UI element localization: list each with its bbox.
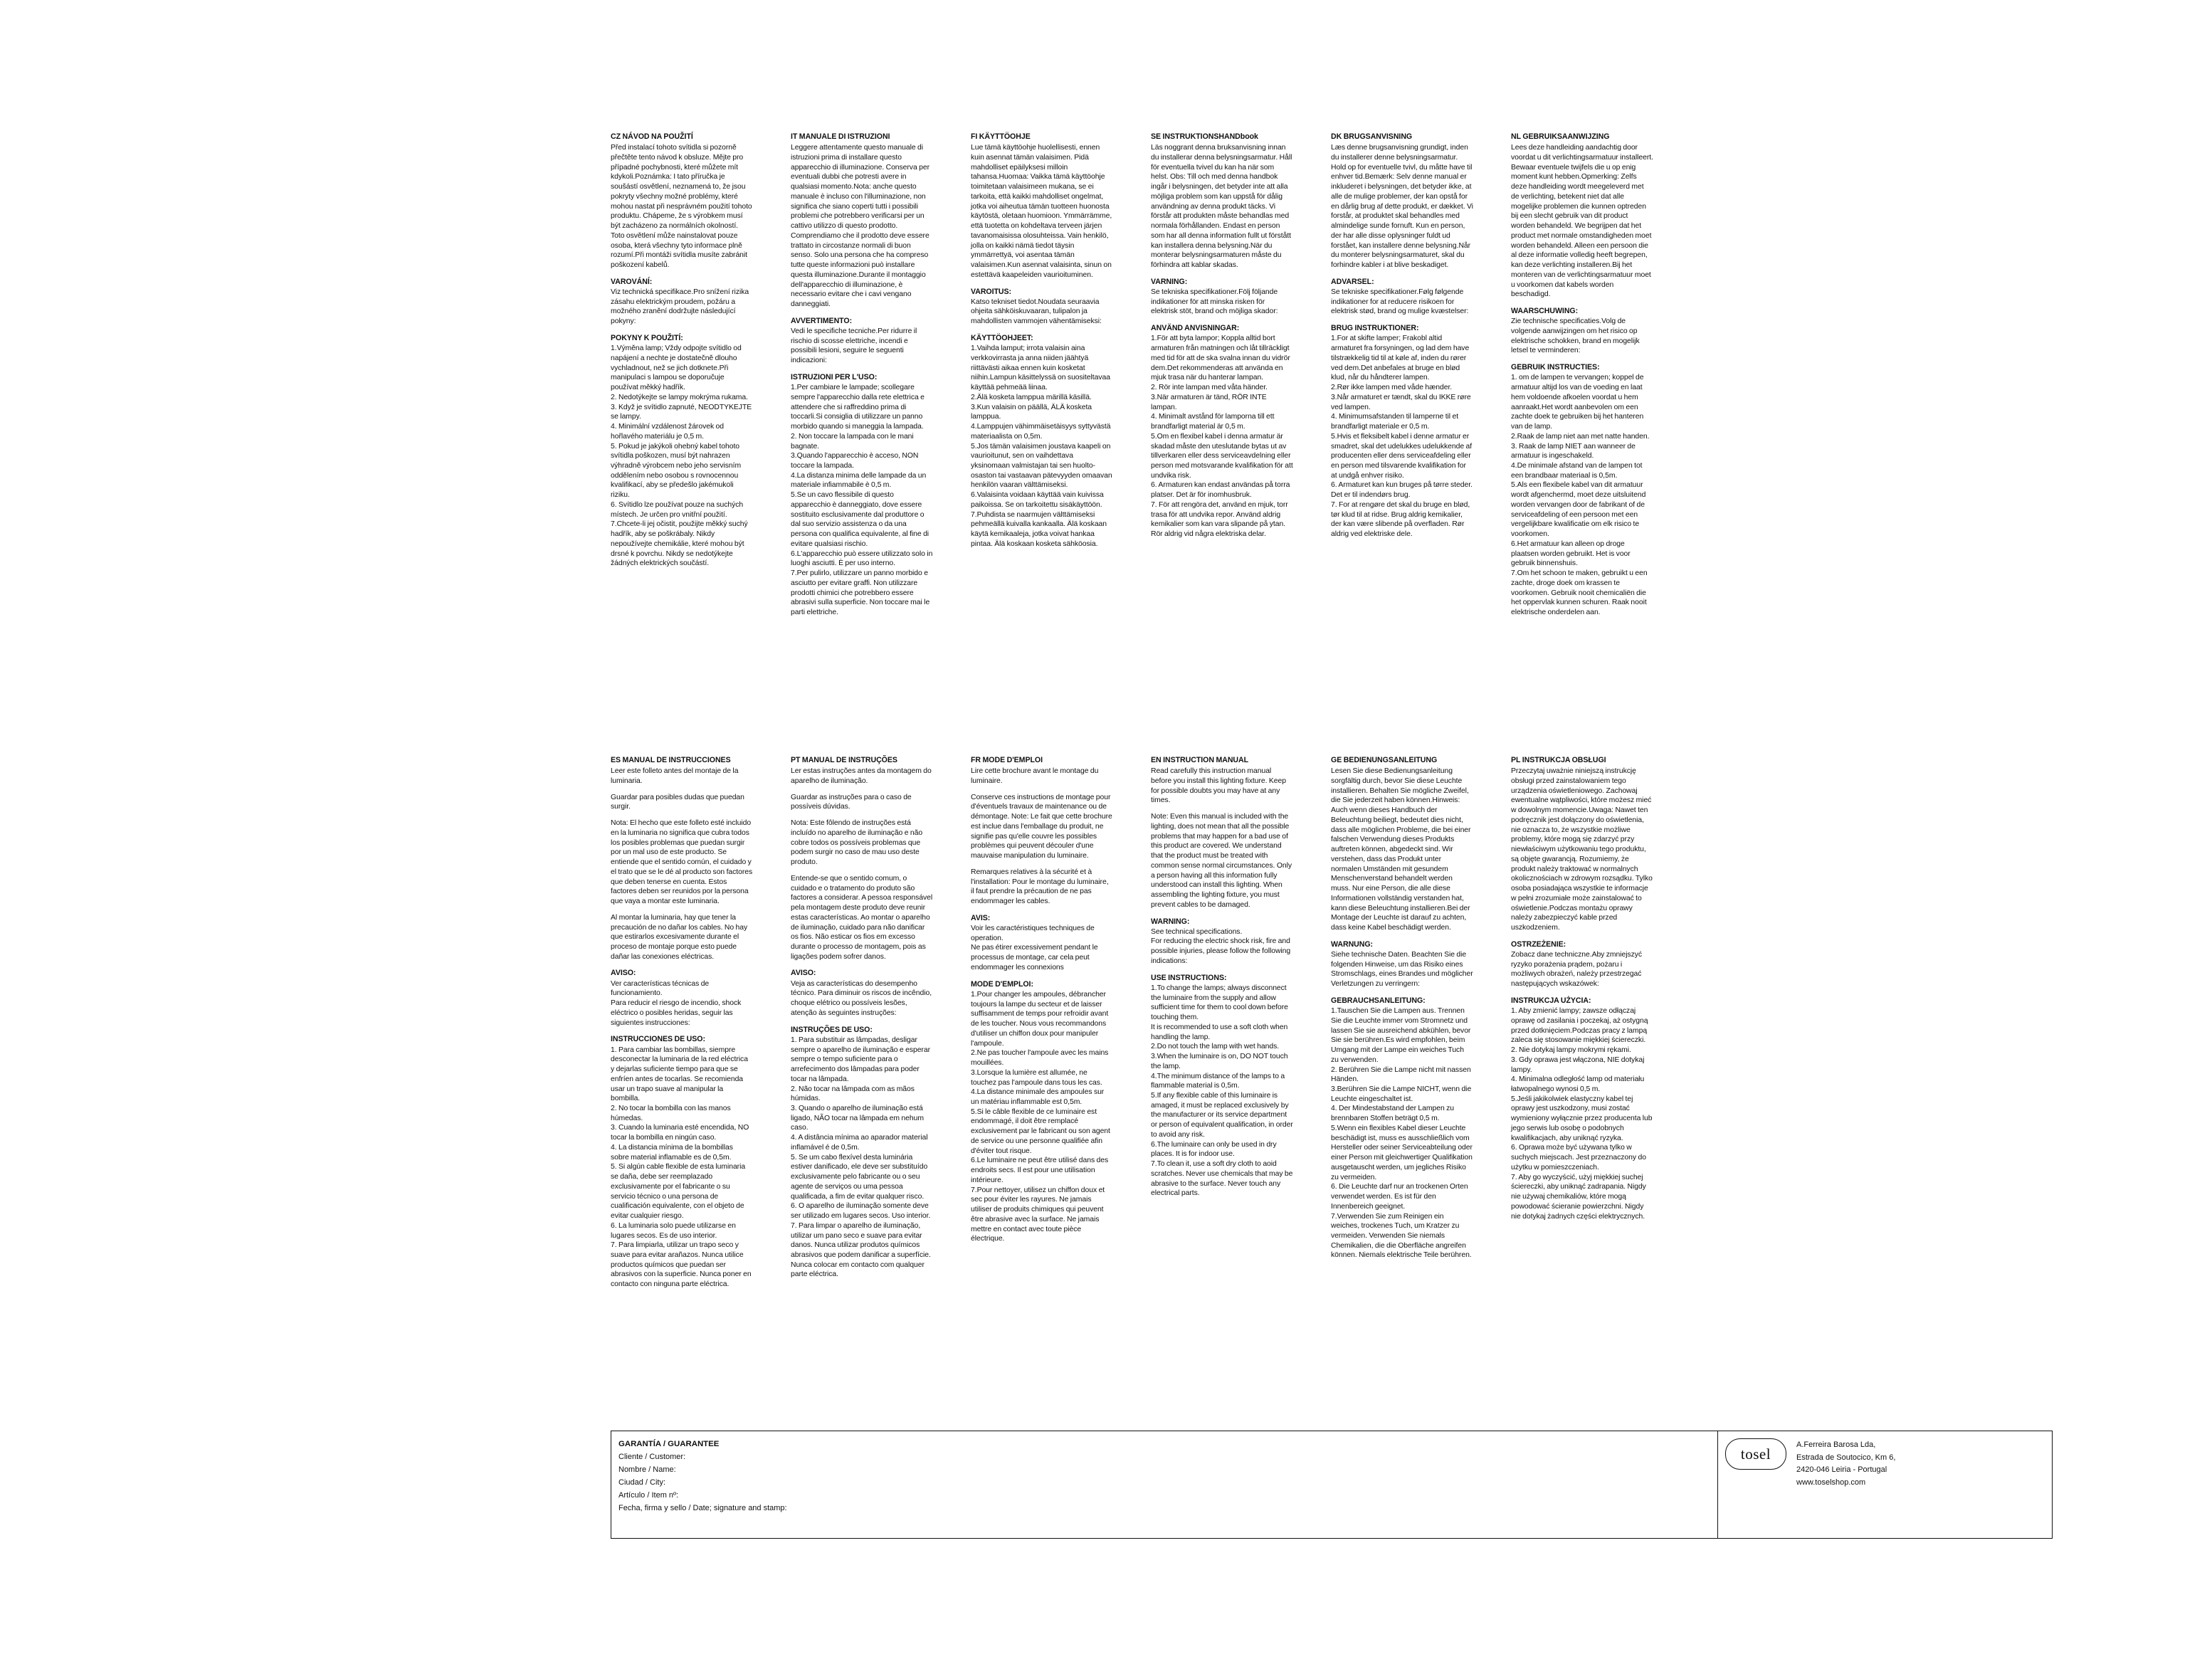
guarantee-field-customer: Cliente / Customer: — [618, 1453, 686, 1462]
section-line: 5. Si algún cable flexible de esta luminaria se daña, debe ser reemplazado exclusivamente por el fabricante o su servicio técnico o una persona de cualificación equivalente, con el objeto de evitar cualquier riesgo. — [611, 1163, 746, 1221]
intro-paragraph: Remarques relatives à la sécurité et à l'installation: Pour le montage du luminaire, il faut prendre la précaution de ne pas endommager les cables. — [971, 868, 1109, 906]
section-line: 7. För att rengöra det, använd en mjuk, torr trasa för att undvika repor. Använd aldrig kemikalier som kan vara slipande på ytan. Rör aldrig vid några elektriska delar. — [1151, 500, 1288, 539]
section-heading: WARNING: — [1151, 917, 1190, 926]
section-line: 5. Se um cabo flexível desta luminária estiver danificado, ele deve ser substituído exclusivamente pelo fabricante ou o seu agente de serviços ou uma pessoa qualificada, a fim de evitar qualquer risco. — [791, 1153, 928, 1201]
section-line: 6.Het armatuur kan alleen op droge plaatsen worden gebruikt. Het is voor gebruik binnenshuis. — [1511, 539, 1631, 568]
section-line: 6.Le luminaire ne peut être utilisé dans des endroits secs. Il est pour une utilisation intérieure. — [971, 1157, 1109, 1184]
section-line: 3. Když je svítidlo zapnuté, NEODTYKEJTE se lampy. — [611, 403, 752, 421]
instructions-top-block — [611, 132, 2053, 618]
guarantee-heading: GARANTÍA / GUARANTEE — [618, 1440, 720, 1448]
section-line: 4. La distancia mínima de la bombillas sobre material inflamable es de 0,5m. — [611, 1143, 733, 1162]
section-line: 2. No tocar la bombilla con las manos húmedas. — [611, 1105, 731, 1122]
intro-paragraph: Nota: El hecho que este folleto esté incluido en la luminaria no significa que cubra todos los posibles problemas que puedan surgir por un mal uso de este producto. Se entiende que el sentido común, el cuidado y el trato que se le dé al producto son factores que deben tenerse en cuenta. Estos factores deben ser reunidos por la persona que vaya a montar este luminaria. — [611, 819, 753, 906]
section-line: 6. O aparelho de iluminação somente deve ser utilizado em lugares secos. Uso interior. — [791, 1202, 931, 1221]
section-heading: MODE D'EMPLOI: — [971, 979, 1033, 989]
section-line: 1.Výměna lamp; Vždy odpojte svítidlo od napájení a nechte je dostatečně dlouho vychladnout, než se jich dotknete.Při manipulaci s lampou se doporučuje používat měkký hadřík. — [611, 344, 742, 392]
section-heading: GEBRAUCHSANLEITUNG: — [1331, 996, 1426, 1005]
section-heading: VAROITUS: — [971, 287, 1012, 296]
company-city: 2420-046 Leiria - Portugal — [1796, 1465, 1887, 1475]
guarantee-box — [611, 1431, 2053, 1539]
section-line: Zobacz dane techniczne.Aby zmniejszyć ryzyko porażenia prądem, pożaru i możliwych obrażeń, należy przestrzegać następujących wskazówek: — [1511, 950, 1643, 989]
section-heading: BRUG INSTRUKTIONER: — [1331, 324, 1419, 333]
section-heading: AVIS: — [971, 913, 991, 922]
section-line: Voir les caractéristiques techniques de operation. — [971, 925, 1095, 942]
section-heading: ISTRUZIONI PER L'USO: — [791, 372, 878, 381]
language-column-title: PT MANUAL DE INSTRUÇÕES — [791, 756, 897, 764]
section-line: 2.Ne pas toucher l'ampoule avec les mains mouillées. — [971, 1049, 1109, 1068]
section-heading: USE INSTRUCTIONS: — [1151, 973, 1227, 982]
section-line: 4.Lamppujen vähimmäisetäisyys syttyvästä materiaalista on 0,5m. — [971, 423, 1111, 441]
language-column-title: PL INSTRUKCJA OBSŁUGI — [1511, 756, 1606, 764]
guarantee-fields — [611, 1431, 1717, 1538]
section-line: 5.If any flexible cable of this luminaire is amaged, it must be replaced exclusively by the manufacturer or its service department or person of equivalent qualification, in order to avoid any risk. — [1151, 1092, 1293, 1139]
tosel-logo: tosel — [1725, 1438, 1786, 1470]
section-line: 6. Armaturen kan endast användas på torra platser. Det är för inomhusbruk. — [1151, 481, 1290, 500]
intro-paragraph: Před instalací tohoto svítidla si pozorně přečtěte tento návod k obsluze. Mějte pro případné pochybnosti, které můžete mít kdykoli.Poznámka: I tato příručka je soušástí osvětlení, neznamená to, že jsou pokryty všechny možné problémy, které mohou nastat při nesprávném použití tohoto produktu. Chápeme, že s výrobkem musí být zacházeno za normálních okolností. Toto osvětlení může nainstalovat pouze osoba, která všechny tyto informace plně rozumí.Při montáži svítidla musíte zabránit poškození kabelů. — [611, 144, 752, 270]
section-line: 1.Pour changer les ampoules, débrancher toujours la lampe du secteur et de laisser suffisamment de temps pour refroidir avant de les toucher. Nous vous recommandons d'utiliser un chiffon doux pour manipuler l'ampoule. — [971, 990, 1109, 1048]
section-line: 7. Aby go wyczyścić, użyj miękkiej suchej ściereczki, aby uniknąć zadrapania. Nigdy nie używaj chemikaliów, które mogą powodować ścieranie powierzchni. Nigdy nie dotykaj żadnych części elektrycznych. — [1511, 1173, 1646, 1221]
section-line: 1.For at skifte lamper; Frakobl altid armaturet fra forsyningen, og lad dem have tilstrækkelig tid til at køle af, inden du rører ved dem.Det anbefales at bruge en blød klud, når du håndterer lampen. — [1331, 335, 1470, 382]
section-heading: GEBRUIK INSTRUCTIES: — [1511, 363, 1600, 372]
section-line: 5. Pokud je jakýkoli ohebný kabel tohoto svítidla poškozen, musí být nahrazen výhradně výrobcem nebo jeho servisním oddělením nebo osobou s rovnocennou kvalifikací, aby se předešlo jakémukoli riziku. — [611, 442, 742, 500]
language-column-es — [611, 756, 753, 1290]
intro-paragraph: Read carefully this instruction manual before you install this lighting fixture. Keep for possible doubts you may have at any times. — [1151, 767, 1286, 805]
section-line: 4. A distância mínima ao aparador material inflamável é de 0,5m. — [791, 1134, 928, 1152]
section-line: Ne pas étirer excessivement pendant le processus de montage, car cela peut endommager les connexions — [971, 944, 1098, 971]
intro-paragraph: Lees deze handleiding aandachtig door voordat u dit verlichtingsarmatuur installeert. Bewaar eventuele twijfels die u op enig moment kunt hebben.Opmerking: Zelfs deze handleiding wordt meegeleverd met de verlichting, betekent niet dat alle mogelijke problemen die kunnen optreden bij een slecht gebruik van dit product worden behandeld. We begrijpen dat het product met normale omstandigheden moet worden behandeld. Alleen een persoon die al deze informatie volledig heeft begrepen, kan deze verlichting installeren.Bij het monteren van de verlichtingsarmatuur moet u voorkomen dat kabels worden beschadigd. — [1511, 144, 1653, 299]
section-heading: INSTRUKCJA UŻYCIA: — [1511, 996, 1591, 1005]
guarantee-field-item: Artículo / Item nº: — [618, 1490, 679, 1500]
section-line: 2. Nie dotykaj lampy mokrymi rękami. — [1511, 1046, 1631, 1055]
language-column-se — [1151, 132, 1293, 539]
section-line: 6.L'apparecchio può essere utilizzato solo in luoghi asciutti. È per uso interno. — [791, 549, 933, 568]
section-line: 3.När armaturen är tänd, RÖR INTE lampan. — [1151, 393, 1267, 411]
section-line: 1.Per cambiare le lampade; scollegare sempre l'apparecchio dalla rete elettrica e attendere che si raffreddino prima di toccarli.Si consiglia di utilizzare un panno morbido quando si maneggia la lampada. — [791, 384, 925, 431]
section-line: 2.Raak de lamp niet aan met natte handen. — [1511, 432, 1650, 441]
section-line: 1.To change the lamps; always disconnect the luminaire from the supply and allow sufficient time for them to cool down before touching them. — [1151, 984, 1288, 1022]
section-line: Katso tekniset tiedot.Noudata seuraavia ohjeita sähköiskuvaaran, tulipalon ja mahdollisten vammojen vähentämiseksi: — [971, 297, 1102, 326]
language-column-title: ES MANUAL DE INSTRUCCIONES — [611, 756, 731, 764]
section-line: 5.Als een flexibele kabel van dit armatuur wordt afgenchermd, moet deze uitsluitend worden vervangen door de fabrikant of de serviceafdeling of een persoon met een vergelijkbare kwalificatie om elk risico te voorkomen. — [1511, 481, 1646, 539]
language-column-en — [1151, 756, 1293, 1199]
section-line: 7.Puhdista se naarmujen välttämiseksi pehmeällä kuivalla kankaalla. Älä koskaan käytä kemikaaleja, jotka voivat hankaa pintaa. Älä koskaan kosketa sähköosia. — [971, 510, 1107, 548]
section-line: 4.De minimale afstand van de lampen tot een brandbaar materiaal is 0,5m. — [1511, 462, 1643, 480]
section-heading: VAROVÁNÍ: — [611, 277, 653, 286]
section-line: Viz technická specifikace.Pro snížení rizika zásahu elektrickým proudem, požáru a možného zranění dodržujte následující pokyny: — [611, 288, 749, 326]
language-column-title: IT MANUALE DI ISTRUZIONI — [791, 132, 890, 141]
section-line: 7.Om het schoon te maken, gebruikt u een zachte, droge doek om krassen te voorkomen. Gebruik nooit chemicaliën die het oppervlak kunnen schuren. Raak nooit elektrische onderdelen aan. — [1511, 569, 1648, 617]
section-line: 4.La distance minimale des ampoules sur un matériau inflammable est 0,5m. — [971, 1088, 1105, 1106]
section-line: Siehe technische Daten. Beachten Sie die folgenden Hinweise, um das Risiko eines Stromschlags, eines Brandes und möglicher Verletzungen zu verringern: — [1331, 950, 1473, 989]
section-line: 4. Minimalna odległość lamp od materiału łatwopalnego wynosi 0,5 m. — [1511, 1075, 1645, 1093]
section-line: 2.Rør ikke lampen med våde hænder. — [1331, 384, 1453, 392]
section-line: 1.Tauschen Sie die Lampen aus. Trennen Sie die Leuchte immer vom Stromnetz und lassen Sie sie ausreichend abkühlen, bevor Sie sie berühren.Es wird empfohlen, beim Umgang mit der Lampe ein weiches Tuch zu verwenden. — [1331, 1007, 1471, 1064]
section-line: 3. Gdy oprawa jest włączona, NIE dotykaj lampy. — [1511, 1055, 1645, 1074]
guarantee-field-city: Ciudad / City: — [618, 1478, 666, 1487]
section-line: 7.Per pulirlo, utilizzare un panno morbido e asciutto per evitare graffi. Non utilizzare prodotti chimici che potrebbero essere abrasivi sulla superficie. Non toccare mai le parti elettriche. — [791, 569, 930, 617]
intro-paragraph: Leggere attentamente questo manuale di istruzioni prima di installare questo apparecchio di illuminazione. Conserva per eventuali dubbi che potresti avere in qualsiasi momento.Nota: anche questo manuale è incluso con l'illuminazione, non significa che siano coperti tutti i possibili problemi che potrebbero verificarsi per un cattivo utilizzo di questo prodotto. Comprendiamo che il prodotto deve essere trattato in circostanze normali di buon senso. Solo una persona che ha compreso tutte queste informazioni può installare questa illuminazione.Durante il montaggio dell'apparecchio di illuminazione, è necessario evitare che i cavi vengano danneggiati. — [791, 144, 929, 308]
section-line: 5.Jeśli jakikolwiek elastyczny kabel tej oprawy jest uszkodzony, musi zostać wymieniony wyłącznie przez producenta lub jego serwis lub osobę o podobnych kwalifikacjach, aby uniknąć ryzyka. — [1511, 1095, 1653, 1142]
section-line: 2.Do not touch the lamp with wet hands. — [1151, 1043, 1280, 1051]
language-column-title: EN INSTRUCTION MANUAL — [1151, 756, 1249, 764]
company-block — [1717, 1431, 2052, 1538]
section-line: 5.Wenn ein flexibles Kabel dieser Leuchte beschädigt ist, muss es ausschließlich vom Hersteller oder seiner Serviceabteilung oder einer Person mit gleichwertiger Qualifikation ausgetauscht werden, um jegliches Risiko zu vermeiden. — [1331, 1124, 1473, 1181]
intro-paragraph: Nota: Este fôlendo de instruções está incluído no aparelho de iluminação e não cobre todos os possíveis problemas que podem surgir no caso de mau uso deste produto. — [791, 819, 923, 867]
language-column-title: FR MODE D'EMPLOI — [971, 756, 1043, 764]
section-line: 7.Chcete-li jej očistit, použijte měkký suchý hadřík, aby se poškrábaly. Nikdy nepoužívejte chemikálie, které mohou být drsné k povrchu. Nikdy se nedotýkejte žádných elektrických součástí. — [611, 520, 748, 568]
section-line: 3.When the luminaire is on, DO NOT touch the lamp. — [1151, 1053, 1288, 1070]
section-line: 7.Verwenden Sie zum Reinigen ein weiches, trockenes Tuch, um Kratzer zu vermeiden. Verwenden Sie niemals Chemikalien, die die Oberfläche angreifen können. Niemals elektrische Teile berühren. — [1331, 1212, 1472, 1260]
intro-paragraph: Læs denne brugsanvisning grundigt, inden du installerer denne belysningsarmatur. Hold op for eventuelle tvivl, du måtte have til enhver tid.Bemærk: Selv denne manual er inkluderet i belysningen, det betyder ikke, at alle de mulige problemer, der kan opstå for en dårlig brug af dette produkt, er dækket. Vi forstår, at produktet skal behandles med almindelige sunde fornuft. Kun en person, der har alle disse oplysninger fuldt ud forstået, kan installere denne belysning.Når du monterer belysningsarmaturet, skal du forhindre kabler i at blive beskadiget. — [1331, 144, 1473, 270]
language-column-fr — [971, 756, 1113, 1244]
section-line: 4. Minimumsafstanden til lamperne til et brandfarligt materiale er 0,5 m. — [1331, 413, 1459, 431]
company-street: Estrada de Soutocico, Km 6, — [1796, 1453, 1896, 1462]
section-line: 1. Para substituir as lâmpadas, desligar sempre o aparelho de iluminação e esperar sempre o tempo suficiente para o arrefecimento dos lâmpadas para poder tocar na lâmpada. — [791, 1036, 930, 1083]
intro-paragraph: Al montar la luminaria, hay que tener la precaución de no dañar los cables. No hay que estirarlos excesivamente durante el proceso de montaje porque esto puede dañar las conexiones eléctricas. — [611, 913, 748, 961]
section-heading: OSTRZEŻENIE: — [1511, 939, 1566, 949]
intro-paragraph: Note: Even this manual is included with the lighting, does not mean that all the possible problems that may happen for a bad use of this product are covered. We understand that the product must be treated with common sense normal circumstances. Only a person having all this information fully understood can install this lighting. When assembling the lighting fixture, you must prevent cables to be damaged. — [1151, 813, 1292, 909]
language-column-ge — [1331, 756, 1473, 1260]
section-line: 5.Jos tämän valaisimen joustava kaapeli on vaurioitunut, sen on vaihdettava yksinomaan valmistajan tai sen huolto-osaston tai vastaavan pätevyyden omaavan henkilön vaaran välttämiseksi. — [971, 442, 1112, 490]
section-line: It is recommended to use a soft cloth when handling the lamp. — [1151, 1023, 1288, 1041]
section-line: 2. Berühren Sie die Lampe nicht mit nassen Händen. — [1331, 1065, 1471, 1084]
section-line: 3. Raak de lamp NIET aan wanneer de armatuur is ingeschakeld. — [1511, 442, 1636, 460]
section-line: 3.Når armaturet er tændt, skal du IKKE røre ved lampen. — [1331, 393, 1471, 411]
section-line: 3. Cuando la luminaria esté encendida, NO tocar la bombilla en ningún caso. — [611, 1124, 749, 1142]
section-line: 3.Kun valaisin on päällä, ÄLÄ kosketa lamppua. — [971, 403, 1092, 421]
intro-paragraph: Entende-se que o sentido comum, o cuidado e o tratamento do produto são factores a considerar. A pessoa responsável pela montagem deste produto deve reunir estas características. Ao montar o aparelho de iluminação, cuidado para não danificar os fios. Não esticar os fios em excesso durante o processo de montagem, pois as ligações podem sofrer danos. — [791, 874, 933, 961]
section-line: 1. om de lampen te vervangen; koppel de armatuur altijd los van de voeding en laat hem voldoende afkoelen voordat u hem aanraakt.Het wordt aanbevolen om een zachte doek te gebruiken bij het hanteren van de lamp. — [1511, 374, 1644, 431]
language-column-it — [791, 132, 933, 618]
section-line: 7.To clean it, use a soft dry cloth to aoid scratches. Never use chemicals that may be abrasive to the surface. Never touch any electrical parts. — [1151, 1160, 1293, 1198]
section-line: 1. Para cambiar las bombillas, siempre desconectar la luminaria de la red eléctrica y dejarlas suficiente tiempo para que se enfríen antes de tocarlas. Se recomienda usar un trapo suave al manipular la bombilla. — [611, 1046, 748, 1103]
section-line: 5.Hvis et fleksibelt kabel i denne armatur er smadret, skal det udelukkes udelukkende af producenten eller dens serviceafdeling eller en person med tilsvarende kvalifikation for at undgå enhver risiko. — [1331, 432, 1473, 480]
section-line: Se tekniska specifikationer.Följ följande indikationer för att minska risken för elektrisk stöt, brand och möjliga skador: — [1151, 288, 1278, 316]
section-line: 1.För att byta lampor; Koppla alltid bort armaturen från matningen och låt tillräckligt med tid för att de ska svalna innan du vidrör dem.Det rekommenderas att använda en mjuk trasa när du hanterar lampan. — [1151, 335, 1290, 382]
section-line: See technical specifications. — [1151, 927, 1243, 936]
intro-paragraph: Lire cette brochure avant le montage du luminaire. — [971, 767, 1099, 785]
section-line: 6. Die Leuchte darf nur an trockenen Orten verwendet werden. Es ist für den Innenbereich geeignet. — [1331, 1183, 1468, 1211]
section-heading: INSTRUCCIONES DE USO: — [611, 1035, 705, 1044]
section-line: 3.Lorsque la lumière est allumée, ne touchez pas l'ampoule dans tous les cas. — [971, 1068, 1102, 1087]
language-column-dk — [1331, 132, 1473, 539]
section-line: 6. Armaturet kan kun bruges på tørre steder. Det er til indendørs brug. — [1331, 481, 1473, 500]
section-line: 4.The minimum distance of the lamps to a flammable material is 0,5m. — [1151, 1072, 1285, 1090]
section-line: 6.Valaisinta voidaan käyttää vain kuivissa paikoissa. Se on tarkoitettu sisäkäyttöön. — [971, 491, 1104, 509]
section-line: 7. For at rengøre det skal du bruge en blød, tør klud til at ridse. Brug aldrig kemikalier, der kan være slibende på overfladen. Rør aldrig ved elektriske dele. — [1331, 500, 1470, 539]
section-line: 1. Aby zmienić lampy; zawsze odłączaj oprawę od zasilania i poczekaj, aż ostygną przed dotknięciem.Podczas pracy z lampą zaleca się stosowanie miękkiej ściereczki. — [1511, 1007, 1648, 1045]
section-heading: POKYNY K POUŽITÍ: — [611, 333, 683, 342]
company-name: A.Ferreira Barosa Lda, — [1796, 1441, 1876, 1449]
company-website: www.toselshop.com — [1796, 1478, 1866, 1487]
section-line: 3. Quando o aparelho de iluminação está ligado, NÃO tocar na lâmpada em nehum caso. — [791, 1105, 924, 1132]
language-column-title: NL GEBRUIKSAANWIJZING — [1511, 132, 1610, 141]
section-heading: KÄYTTÖOHJEET: — [971, 333, 1033, 342]
section-line: 4. Minimalt avstånd för lamporna till ett brandfarligt material är 0,5 m. — [1151, 413, 1275, 431]
section-line: 4. Minimální vzdálenost žárovek od hořlavého materiálu je 0,5 m. — [611, 423, 724, 441]
section-heading: ADVARSEL: — [1331, 277, 1374, 286]
section-line: Zie technische specificaties.Volg de volgende aanwijzingen om het risico op elektrische schokken, brand en mogelijk letsel te verminderen: — [1511, 317, 1640, 355]
language-column-nl — [1511, 132, 1653, 618]
section-line: Vedi le specifiche tecniche.Per ridurre il rischio di scosse elettriche, incendi e possibili lesioni, seguire le seguenti indicazioni: — [791, 327, 917, 365]
section-line: 4.La distanza minima delle lampade da un materiale infiammabile è 0,5 m. — [791, 471, 927, 490]
section-line: Se tekniske specifikationer.Følg følgende indikationer for at reducere risikoen for elektrisk stød, brand og mulige kvæstelser: — [1331, 288, 1469, 316]
language-column-title: GE BEDIENUNGSANLEITUNG — [1331, 756, 1438, 764]
section-line: 5.Om en flexibel kabel i denna armatur är skadad måste den uteslutande bytas ut av tillverkaren eller dess serviceavdelning eller person med motsvarande kvalifikation för att undvika risk. — [1151, 432, 1293, 480]
section-line: 7. Para limpiarla, utilizar un trapo seco y suave para evitar arañazos. Nunca utilice productos químicos que puedan ser abrasivos con la superficie. Nunca poner en contacto con ninguna parte eléctrica. — [611, 1241, 752, 1289]
section-heading: INSTRUÇÕES DE USO: — [791, 1025, 873, 1034]
intro-paragraph: Guardar as instruções para o caso de possíveis dúvidas. — [791, 793, 912, 811]
language-column-pt — [791, 756, 933, 1280]
language-column-title: DK BRUGSANVISNING — [1331, 132, 1413, 141]
section-line: 2.Älä kosketa lamppua märillä käsillä. — [971, 393, 1092, 401]
language-column-fi — [971, 132, 1113, 549]
intro-paragraph: Conserve ces instructions de montage pour d'éventuels travaux de maintenance ou de démontage. Note: Le fait que cette brochure est inclue dans l'emballage du produit, ne signifie pas qu'elle couvre les possibles problèmes qui peuvent découler d'une mauvaise manipulation du luminaire. — [971, 793, 1112, 860]
section-line: Para reducir el riesgo de incendio, shock eléctrico o posibles heridas, seguir las siguientes instrucciones: — [611, 999, 742, 1027]
section-line: 6. La luminaria solo puede utilizarse en lugares secos. Es de uso interior. — [611, 1221, 736, 1240]
section-line: 7.Pour nettoyer, utilisez un chiffon doux et sec pour éviter les rayures. Ne jamais utiliser de produits chimiques qui peuvent être abrasive avec la surface. Ne jamais mettre en contact avec toute pièce électrique. — [971, 1186, 1105, 1243]
intro-paragraph: Lesen Sie diese Bedienungsanleitung sorgfältig durch, bevor Sie diese Leuchte installieren. Behalten Sie mögliche Zweifel, die Sie jederzeit haben können.Hinweis: Auch wenn dieses Handbuch der Beleuchtung beiliegt, bedeutet dies nicht, dass alle möglichen Probleme, die bei einer falschen Verwendung dieses Produkts auftreten können, abgedeckt sind. Wir verstehen, dass das Produkt unter normalen Umständen mit gesundem Menschenverstand behandelt werden muss. Nur eine Person, die alle diese Informationen vollständig verstanden hat, kann diese Beleuchtung installieren.Bei der Montage der Leuchte ist darauf zu achten, dass keine Kabel beschädigt werden. — [1331, 767, 1471, 932]
guarantee-field-date-signature: Fecha, firma y sello / Date; signature and stamp: — [618, 1503, 787, 1512]
language-column-pl — [1511, 756, 1653, 1221]
section-line: 2. Rör inte lampan med våta händer. — [1151, 384, 1268, 392]
section-heading: WARNUNG: — [1331, 939, 1374, 949]
section-line: 6. Svítidlo lze používat pouze na suchých místech. Je určen pro vnitřní použití. — [611, 500, 744, 519]
section-line: 5.Si le câble flexible de ce luminaire est endommagé, il doit être remplacé exclusivement par le fabricant ou son agent de service ou une personne qualifiée afin d'éviter tout risque. — [971, 1107, 1110, 1155]
section-line: 5.Se un cavo flessibile di questo apparecchio è danneggiato, dove essere sostituito esclusivamente dal produttore o dal suo servizio assistenza o da una persona con qualifica equivalente, al fine di evitare qualsiasi rischio. — [791, 491, 929, 548]
section-line: 2. Nedotýkejte se lampy mokrýma rukama. — [611, 393, 748, 401]
section-line: 2. Non toccare la lampada con le mani bagnate. — [791, 432, 914, 451]
intro-paragraph: Lue tämä käyttöohje huolellisesti, ennen kuin asennat tämän valaisimen. Pidä mahdolliset epäilyksesi milloin tahansa.Huomaa: Vaikka tämä käyttöohje toimitetaan valaisimeen mukana, se ei tarkoita, että kaikki mahdolliset ongelmat, jotka voi aiheutua tämän tuotteen huonosta käytöstä, oletaan huomioon. Ymmärrämme, että tuotetta on kohdeltava terveen järjen tavanomaisissa olosuhteissa. Vain henkilö, jolla on kaikki nämä tiedot täysin ymmärrettyä, voi asentaa tämän valaisimen.Kun asennat valaisinta, sinun on estettävä kaapeleiden vaurioituminen. — [971, 144, 1112, 279]
language-column-title: SE INSTRUKTIONSHANDbook — [1151, 132, 1258, 141]
intro-paragraph: Leer este folleto antes del montaje de la luminaria. — [611, 767, 739, 785]
section-line: Ver características técnicas de funcionamiento. — [611, 979, 710, 998]
language-column-title: CZ NÁVOD NA POUŽITÍ — [611, 132, 693, 141]
section-line: 6. Oprawa może być używana tylko w suchych miejscach. Jest przeznaczony do użytku w pomieszczeniach. — [1511, 1144, 1646, 1171]
company-address — [1796, 1438, 1895, 1489]
section-heading: AVVERTIMENTO: — [791, 316, 853, 325]
language-column-title: FI KÄYTTÖOHJE — [971, 132, 1031, 141]
section-line: 3.Quando l'apparecchio è acceso, NON toccare la lampada. — [791, 452, 919, 470]
section-heading: ANVÄND ANVISNINGAR: — [1151, 324, 1240, 333]
intro-paragraph: Guardar para posibles dudas que puedan surgir. — [611, 793, 744, 811]
section-line: 6.The luminaire can only be used in dry places. It is for indoor use. — [1151, 1140, 1277, 1159]
section-line: 3.Berühren Sie die Lampe NICHT, wenn die Leuchte eingeschaltet ist. — [1331, 1085, 1472, 1103]
section-line: 2. Não tocar na lâmpada com as mãos húmidas. — [791, 1085, 915, 1103]
section-line: 1.Vaihda lamput; irrota valaisin aina verkkovirrasta ja anna niiden jäähtyä riittävästi aikaa ennen kuin kosketat niihin.Lampun käsittelyssä on suositeltavaa käyttää pehmeää liinaa. — [971, 344, 1110, 392]
guarantee-field-name: Nombre / Name: — [618, 1465, 676, 1475]
intro-paragraph: Läs noggrant denna bruksanvisning innan du installerar denna belysningsarmatur. Håll för eventuella tvivel du kan ha när som helst. Obs: Till och med denna handbok ingår i belysningen, det betyder inte att alla möjliga problem som kan uppstå för dålig användning av denna produkt täcks. Vi förstår att produkten måste behandlas med normala förhållanden. Endast en person som har all denna information fullt ut förstått kan installera denna belysning.När du monterar belysningsarmaturen måste du förhindra att kablar skadas. — [1151, 144, 1292, 270]
section-heading: WAARSCHUWING: — [1511, 306, 1579, 315]
section-line: Veja as características do desempenho técnico. Para diminuir os riscos de incêndio, choque elétrico ou possíveis lesões, atenção às seguintes instruções: — [791, 979, 932, 1017]
section-heading: VARNING: — [1151, 277, 1188, 286]
section-line: 7. Para limpar o aparelho de iluminação, utilizar um pano seco e suave para evitar danos. Nunca utilizar produtos químicos abrasivos que podem danificar a superfície. Nunca colocar em contacto com qualquer parte eléctrica. — [791, 1221, 931, 1279]
intro-paragraph: Przeczytaj uważnie niniejszą instrukcję obsługi przed zainstalowaniem tego urządzenia oświetleniowego. Zachowaj ewentualne wątpliwości, które możesz mieć w dowolnym momencie.Uwaga: Nawet ten podręcznik jest dołączony do oświetlenia, nie oznacza to, że wszystkie możliwe problemy, które mogą się zdarzyć przy niewłaściwym użytkowaniu tego produktu, są objęte gwarancją. Rozumiemy, że produkt należy traktować w normalnych okolicznościach w zdrowym rozsądku. Tylko osoba posiadająca wszystkie te informacje w pełni zrozumiałe może zainstalować to oświetlenie.Podczas montażu oprawy należy zabezpieczyć kable przed uszkodzeniem. — [1511, 767, 1653, 932]
section-heading: AVISO: — [791, 969, 816, 978]
intro-paragraph: Ler estas instruções antes da montagem do aparelho de iluminação. — [791, 767, 932, 785]
section-line: For reducing the electric shock risk, fire and possible injuries, please follow the following indications: — [1151, 937, 1291, 965]
section-heading: AVISO: — [611, 969, 636, 978]
section-line: 4. Der Mindestabstand der Lampen zu brennbaren Stoffen beträgt 0,5 m. — [1331, 1105, 1454, 1123]
instructions-mid-block — [611, 756, 2053, 1290]
language-column-cz — [611, 132, 753, 569]
